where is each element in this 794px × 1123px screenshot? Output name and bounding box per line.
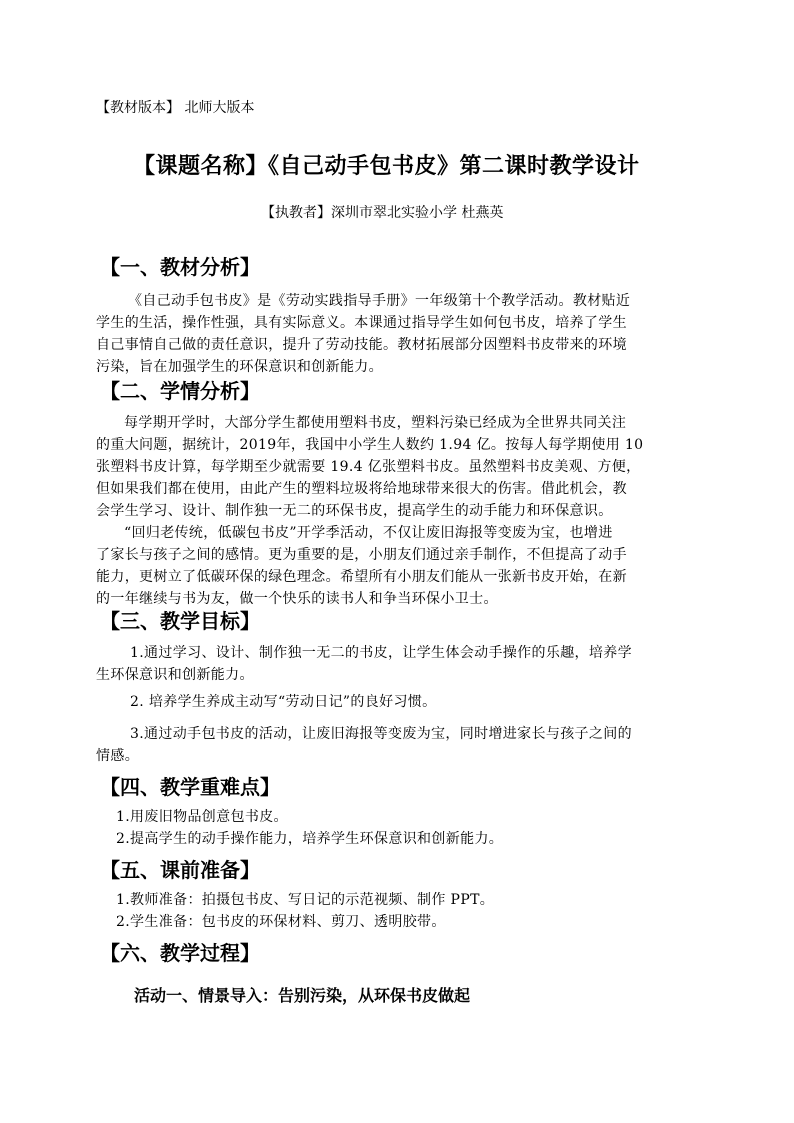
section-1-line: 自己事情自己做的责任意识，提升了劳动技能。教材拓展部分因塑料书皮带来的环境 [96,337,627,353]
section-2-line: 张塑料书皮计算，每学期至少就需要 19.4 亿张塑料书皮。虽然塑料书皮美观、方便， [96,459,641,475]
page-title: 【课题名称】《自己动手包书皮》第二课时教学设计 [133,153,640,179]
section-1-line: 《自己动手包书皮》是《劳动实践指导手册》一年级第十个教学活动。教材贴近 [128,293,631,309]
section-3-line: 3.通过动手包书皮的活动，让废旧海报等变废为宝，同时增进家长与孩子之间的 [130,726,632,742]
edition-line: 【教材版本】 北师大版本 [96,100,255,116]
section-5-heading: 【五、课前准备】 [100,858,260,882]
section-3-line: 生环保意识和创新能力。 [96,667,254,683]
section-1-heading: 【一、教材分析】 [100,255,260,279]
section-1-line: 学生的生活，操作性强，具有实际意义。本课通过指导学生如何包书皮，培养了学生 [96,315,627,331]
activity-1-title: 活动一、情景导入：告别污染，从环保书皮做起 [134,986,471,1005]
section-4-line: 2.提高学生的动手操作能力，培养学生环保意识和创新能力。 [116,831,504,847]
section-2-line: 的重大问题，据统计，2019年，我国中小学生人数约 1.94 亿。按每人每学期使用 10 [96,437,644,453]
section-6-heading: 【六、教学过程】 [100,941,260,965]
section-3-line: 情感。 [96,748,140,764]
section-2-line: 的一年继续与书为友，做一个快乐的读书人和争当环保小卫士。 [96,591,498,607]
author-line: 【执教者】深圳市翠北实验小学 杜燕英 [261,205,504,221]
section-5-line: 2.学生准备：包书皮的环保材料、剪刀、透明胶带。 [116,914,446,930]
section-2-line: 了家长与孩子之间的感情。更为重要的是，小朋友们通过亲手制作，不但提高了动手 [96,547,627,563]
section-2-heading: 【二、学情分析】 [100,379,260,403]
section-2-line: 会学生学习、设计、制作独一无二的环保书皮，提高学生的动手能力和环保意识。 [96,503,613,519]
section-3-line: 1.通过学习、设计、制作独一无二的书皮，让学生体会动手操作的乐趣，培养学 [130,645,632,661]
section-4-line: 1.用废旧物品创意包书皮。 [116,809,288,825]
section-2-line: 但如果我们都在使用，由此产生的塑料垃圾将给地球带来很大的伤害。借此机会，教 [96,481,627,497]
section-2-line: 每学期开学时，大部分学生都使用塑料书皮，塑料污染已经成为全世界共同关注 [124,415,627,431]
section-5-line: 1.教师准备：拍摄包书皮、写日记的示范视频、制作 PPT。 [116,892,495,908]
section-4-heading: 【四、教学重难点】 [100,775,280,799]
section-2-line: 能力，更树立了低碳环保的绿色理念。希望所有小朋友们能从一张新书皮开始，在新 [96,569,627,585]
section-2-line: “回归老传统，低碳包书皮”开学季活动，不仅让废旧海报等变废为宝，也增进 [124,525,613,541]
section-3-line: 2. 培养学生养成主动写“劳动日记”的良好习惯。 [130,694,437,710]
section-3-heading: 【三、教学目标】 [100,609,260,633]
section-1-line: 污染，旨在加强学生的环保意识和创新能力。 [96,359,383,375]
